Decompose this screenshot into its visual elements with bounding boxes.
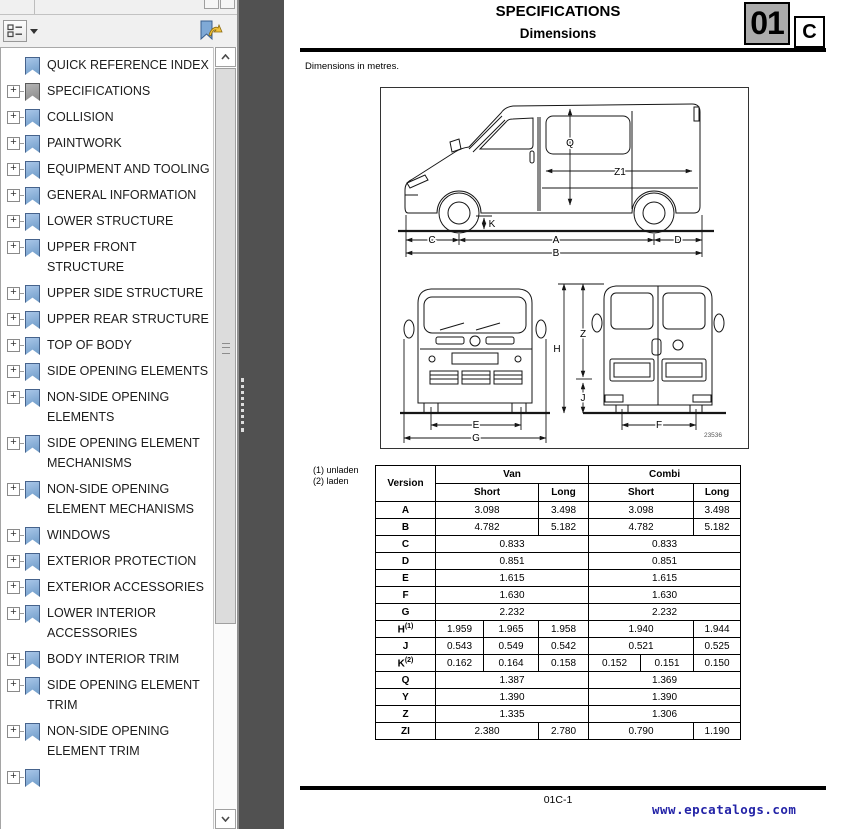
pdf-page <box>284 0 862 829</box>
bookmark-label: WINDOWS <box>47 528 111 542</box>
expand-plus-icon[interactable]: + <box>7 313 20 326</box>
row-label: E <box>376 570 436 587</box>
table-row <box>376 587 741 604</box>
bookmark-ribbon-icon <box>25 769 40 787</box>
value-cell: 1.940 <box>589 621 694 638</box>
dim-label-z: Z <box>579 329 587 340</box>
van-side-view <box>398 104 714 259</box>
bookmark-ribbon-icon <box>25 83 40 101</box>
table-row <box>376 723 741 740</box>
scrollbar-thumb[interactable] <box>215 68 236 624</box>
value-cell: 5.182 <box>694 519 741 536</box>
table-row <box>376 502 741 519</box>
value-cell: 0.851 <box>436 553 589 570</box>
bookmark-item[interactable] <box>1 577 213 597</box>
dim-label-q: Q <box>566 138 574 149</box>
value-cell: 0.162 <box>436 655 484 672</box>
bookmark-ribbon-icon <box>25 723 40 741</box>
bookmark-item[interactable] <box>1 283 213 303</box>
table-row <box>376 553 741 570</box>
expand-plus-icon[interactable]: + <box>7 111 20 124</box>
bookmark-ribbon-icon <box>25 311 40 329</box>
bookmark-options-icon[interactable] <box>3 20 27 42</box>
bookmark-item[interactable] <box>1 675 213 715</box>
bookmark-label: BODY INTERIOR TRIM <box>47 652 180 666</box>
value-cell: 5.182 <box>539 519 589 536</box>
toolbar-button-partial[interactable] <box>220 0 235 9</box>
bookmark-label: LOWER STRUCTURE <box>47 214 174 228</box>
row-label: Z <box>376 706 436 723</box>
bookmark-item[interactable] <box>1 603 213 643</box>
chevron-down-icon[interactable] <box>30 29 38 34</box>
chapter-code-badge: 01 <box>744 2 790 45</box>
expand-plus-icon[interactable]: + <box>7 391 20 404</box>
expand-plus-icon[interactable]: + <box>7 581 20 594</box>
bookmark-item[interactable] <box>1 361 213 381</box>
legend-line: (1) unladen <box>313 465 359 475</box>
chevron-down-icon <box>221 816 230 822</box>
bookmark-label: NON-SIDE OPENING ELEMENT TRIM <box>47 724 170 758</box>
bookmark-ribbon-icon <box>25 605 40 623</box>
bookmark-ribbon-icon <box>25 553 40 571</box>
bookmark-ribbon-icon <box>25 213 40 231</box>
bookmark-item[interactable] <box>1 55 213 75</box>
value-cell: 3.498 <box>539 502 589 519</box>
bookmarks-toolbar <box>0 15 237 48</box>
legend-line: (2) laden <box>313 476 349 486</box>
value-cell: 0.158 <box>539 655 589 672</box>
expand-plus-icon[interactable]: + <box>7 555 20 568</box>
bookmark-label: UPPER SIDE STRUCTURE <box>47 286 204 300</box>
row-label: Q <box>376 672 436 689</box>
value-cell: 1.390 <box>436 689 589 706</box>
value-cell: 0.151 <box>641 655 694 672</box>
page-subtitle: Dimensions <box>519 26 597 41</box>
row-label: ZI <box>376 723 436 740</box>
row-label: C <box>376 536 436 553</box>
bookmark-label: QUICK REFERENCE INDEX <box>47 58 209 72</box>
bookmark-item[interactable] <box>1 185 213 205</box>
bookmark-item[interactable] <box>1 335 213 355</box>
row-label: B <box>376 519 436 536</box>
expand-plus-icon[interactable]: + <box>7 679 20 692</box>
bookmark-label: SIDE OPENING ELEMENT MECHANISMS <box>47 436 200 470</box>
panel-resize-handle[interactable] <box>241 378 244 432</box>
bookmark-item[interactable] <box>1 159 213 179</box>
table-row <box>376 706 741 723</box>
bookmark-ribbon-icon <box>25 481 40 499</box>
value-cell: 1.958 <box>539 621 589 638</box>
table-group-header: Combi <box>589 466 741 484</box>
add-bookmark-icon[interactable] <box>197 18 224 44</box>
bookmark-label: SIDE OPENING ELEMENT TRIM <box>47 678 200 712</box>
value-cell: 2.232 <box>589 604 741 621</box>
dim-label-e: E <box>472 420 480 431</box>
value-cell: 0.150 <box>694 655 741 672</box>
table-row <box>376 655 741 672</box>
row-label: J <box>376 638 436 655</box>
table-legend <box>313 465 359 487</box>
header-rule <box>300 48 826 52</box>
bookmark-item[interactable] <box>1 721 213 761</box>
value-cell: 0.543 <box>436 638 484 655</box>
value-cell: 1.369 <box>589 672 741 689</box>
value-cell: 1.959 <box>436 621 484 638</box>
bookmark-ribbon-icon <box>25 651 40 669</box>
bookmarks-panel <box>0 0 239 829</box>
value-cell: 1.335 <box>436 706 589 723</box>
bookmark-item[interactable] <box>1 211 213 231</box>
bookmark-ribbon-icon <box>25 135 40 153</box>
bookmark-ribbon-icon <box>25 435 40 453</box>
expand-plus-icon[interactable]: + <box>7 137 20 150</box>
value-cell: 3.098 <box>436 502 539 519</box>
dim-label-b: B <box>552 248 560 259</box>
bookmarks-scrollbar[interactable] <box>213 47 237 829</box>
bookmark-label: SPECIFICATIONS <box>47 84 151 98</box>
bookmark-ribbon-icon <box>25 337 40 355</box>
value-cell: 0.833 <box>436 536 589 553</box>
bookmark-label: UPPER REAR STRUCTURE <box>47 312 209 326</box>
expand-plus-icon[interactable]: + <box>7 189 20 202</box>
bookmark-item[interactable] <box>1 387 213 427</box>
bookmark-ribbon-icon <box>25 527 40 545</box>
expand-plus-icon[interactable]: + <box>7 607 20 620</box>
bookmark-item-partial[interactable] <box>1 767 213 787</box>
dim-label-d: D <box>674 235 682 246</box>
footer-rule <box>300 786 826 790</box>
value-cell: 4.782 <box>589 519 694 536</box>
scrollbar-grip-icon <box>222 343 230 354</box>
expand-plus-icon[interactable]: + <box>7 483 20 496</box>
value-cell: 0.851 <box>589 553 741 570</box>
scroll-up-button[interactable] <box>215 47 236 67</box>
bookmark-item[interactable] <box>1 433 213 473</box>
bookmark-label: PAINTWORK <box>47 136 122 150</box>
value-cell: 0.152 <box>589 655 641 672</box>
bookmark-item[interactable] <box>1 81 213 101</box>
bookmark-ribbon-icon <box>25 161 40 179</box>
bookmark-ribbon-icon <box>25 57 40 75</box>
section-code-badge: C <box>794 16 825 48</box>
value-cell: 0.833 <box>589 536 741 553</box>
table-row <box>376 689 741 706</box>
bookmark-item[interactable] <box>1 107 213 127</box>
value-cell: 1.390 <box>589 689 741 706</box>
bookmark-list <box>0 48 213 829</box>
dim-label-c: C <box>428 235 436 246</box>
bookmark-ribbon-icon <box>25 363 40 381</box>
expand-plus-icon[interactable]: + <box>7 339 20 352</box>
value-cell: 0.542 <box>539 638 589 655</box>
bookmark-label: GENERAL INFORMATION <box>47 188 197 202</box>
bookmark-label: UPPER FRONT STRUCTURE <box>47 240 137 274</box>
value-cell: 4.782 <box>436 519 539 536</box>
value-cell: 1.615 <box>436 570 589 587</box>
bookmark-label: EXTERIOR ACCESSORIES <box>47 580 204 594</box>
bookmark-label: COLLISION <box>47 110 114 124</box>
scroll-down-button[interactable] <box>215 809 236 829</box>
bookmark-label: NON-SIDE OPENING ELEMENTS <box>47 390 170 424</box>
bookmark-ribbon-icon <box>25 579 40 597</box>
value-cell: 1.306 <box>589 706 741 723</box>
expand-plus-icon[interactable]: + <box>7 437 20 450</box>
bookmark-item[interactable] <box>1 551 213 571</box>
expand-plus-icon[interactable]: + <box>7 241 20 254</box>
value-cell: 1.615 <box>589 570 741 587</box>
bookmark-ribbon-icon <box>25 389 40 407</box>
dimensions-table <box>375 465 741 740</box>
dim-label-g: G <box>472 433 480 444</box>
bookmark-item[interactable] <box>1 133 213 153</box>
value-cell: 0.164 <box>484 655 539 672</box>
dim-label-f: F <box>655 420 663 431</box>
table-sub-header: Long <box>694 484 741 502</box>
bookmark-label: EXTERIOR PROTECTION <box>47 554 197 568</box>
bookmark-label: LOWER INTERIOR ACCESSORIES <box>47 606 157 640</box>
table-row <box>376 570 741 587</box>
expand-plus-icon[interactable]: + <box>7 215 20 228</box>
value-cell: 0.790 <box>589 723 694 740</box>
bookmark-label: EQUIPMENT AND TOOLING <box>47 162 210 176</box>
row-label: $K^{(2)}$ <box>376 655 436 672</box>
value-cell: 2.232 <box>436 604 589 621</box>
value-cell: 0.521 <box>589 638 694 655</box>
row-label: Y <box>376 689 436 706</box>
table-row <box>376 621 741 638</box>
table-row <box>376 536 741 553</box>
value-cell: 1.630 <box>589 587 741 604</box>
bookmark-ribbon-icon <box>25 109 40 127</box>
row-label: $H^{(1)}$ <box>376 621 436 638</box>
dim-table-body <box>376 502 741 740</box>
expand-plus-icon[interactable]: + <box>7 725 20 738</box>
bookmark-ribbon-icon <box>25 239 40 257</box>
bookmark-item[interactable] <box>1 479 213 519</box>
table-sub-header: Short <box>436 484 539 502</box>
dim-label-h: H <box>553 344 561 355</box>
table-sub-header: Long <box>539 484 589 502</box>
dimensions-diagram <box>380 87 749 449</box>
expand-plus-icon[interactable]: + <box>7 653 20 666</box>
figure-number: 23536 <box>703 432 723 439</box>
table-row <box>376 604 741 621</box>
toolbar-button-partial[interactable] <box>204 0 219 9</box>
table-sub-header: Short <box>589 484 694 502</box>
bookmark-item[interactable] <box>1 237 213 277</box>
row-label: F <box>376 587 436 604</box>
dimensions-note: Dimensions in metres. <box>305 61 399 72</box>
expand-plus-icon[interactable]: + <box>7 85 20 98</box>
value-cell: 1.387 <box>436 672 589 689</box>
row-label: D <box>376 553 436 570</box>
van-rear-view <box>553 284 726 439</box>
expand-plus-icon[interactable]: + <box>7 771 20 784</box>
table-group-header: Van <box>436 466 589 484</box>
dim-label-z1: Z1 <box>614 167 626 178</box>
value-cell: 3.098 <box>589 502 694 519</box>
table-row <box>376 638 741 655</box>
expand-plus-icon[interactable]: + <box>7 287 20 300</box>
watermark-link[interactable]: www.epcatalogs.com <box>652 802 797 817</box>
dim-label-j: J <box>580 393 586 404</box>
table-corner-header: Version <box>376 466 436 502</box>
bookmark-item[interactable] <box>1 649 213 669</box>
page-number: 01C-1 <box>543 794 573 806</box>
van-front-view <box>400 289 550 444</box>
page-title: SPECIFICATIONS <box>495 3 621 20</box>
bookmark-ribbon-icon <box>25 677 40 695</box>
bookmark-item[interactable] <box>1 525 213 545</box>
bookmark-label: SIDE OPENING ELEMENTS <box>47 364 209 378</box>
row-label: A <box>376 502 436 519</box>
expand-plus-icon[interactable]: + <box>7 163 20 176</box>
table-row <box>376 672 741 689</box>
value-cell: 1.630 <box>436 587 589 604</box>
value-cell: 1.965 <box>484 621 539 638</box>
value-cell: 2.780 <box>539 723 589 740</box>
expand-plus-icon[interactable]: + <box>7 529 20 542</box>
expand-plus-icon[interactable]: + <box>7 365 20 378</box>
value-cell: 3.498 <box>694 502 741 519</box>
bookmark-label: NON-SIDE OPENING ELEMENT MECHANISMS <box>47 482 195 516</box>
bookmark-ribbon-icon <box>25 187 40 205</box>
table-row <box>376 519 741 536</box>
row-label: G <box>376 604 436 621</box>
dim-label-a: A <box>552 235 560 246</box>
dim-label-k: K <box>488 219 496 230</box>
value-cell: 2.380 <box>436 723 539 740</box>
value-cell: 1.190 <box>694 723 741 740</box>
value-cell: 0.525 <box>694 638 741 655</box>
bookmark-item[interactable] <box>1 309 213 329</box>
bookmark-ribbon-icon <box>25 285 40 303</box>
main-toolbar-edge <box>0 0 237 15</box>
chevron-up-icon <box>221 54 230 60</box>
bookmark-label: TOP OF BODY <box>47 338 132 352</box>
value-cell: 0.549 <box>484 638 539 655</box>
toolbar-divider <box>34 0 35 14</box>
value-cell: 1.944 <box>694 621 741 638</box>
